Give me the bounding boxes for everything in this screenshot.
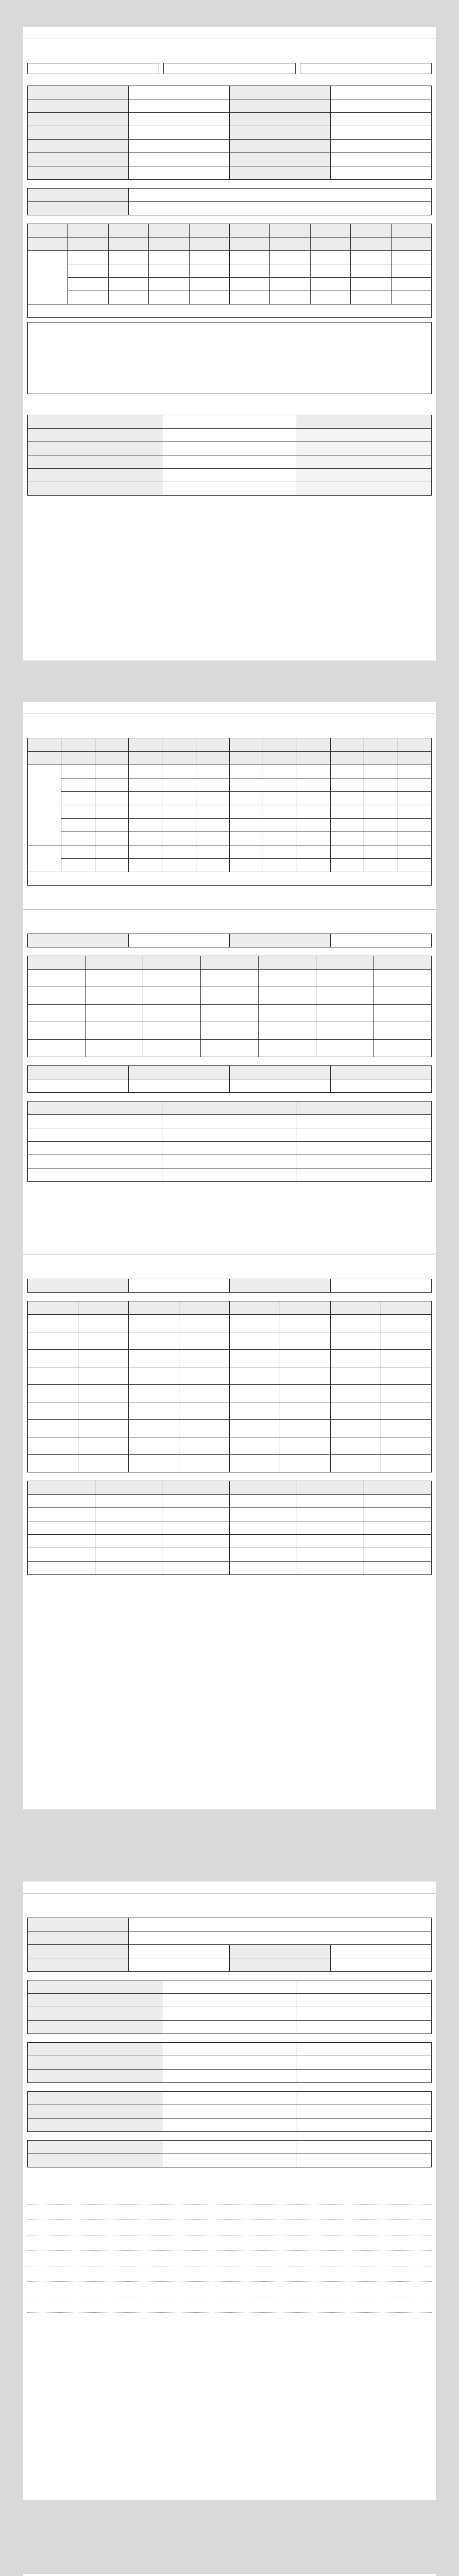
document-title (23, 1894, 436, 1918)
notice-paragraph (27, 322, 432, 394)
section-heading (23, 2034, 436, 2042)
report-page-6 (23, 2574, 436, 2576)
officers-table (27, 1301, 432, 1472)
report-page-5 (23, 1882, 436, 2500)
changes-table (27, 1481, 432, 1575)
form-header-note (23, 27, 436, 39)
income-table (27, 2042, 432, 2083)
document-title (23, 39, 436, 63)
assets-table (27, 1980, 432, 2034)
section-heading (23, 2083, 436, 2091)
signer-name (23, 2177, 436, 2184)
comment-table (27, 188, 432, 215)
form-code (27, 63, 159, 74)
income-table (27, 1065, 432, 1093)
detail-table (27, 738, 432, 886)
section-heading (23, 947, 436, 956)
form-header-note (23, 702, 436, 714)
form-header-note (23, 1882, 436, 1894)
section-heading (23, 77, 436, 86)
notes-list (27, 2189, 432, 2313)
form-header-note (23, 1243, 436, 1255)
report-date (23, 2167, 436, 2177)
entity-table (27, 1918, 432, 1972)
document-title (23, 910, 436, 934)
document-subtitle (23, 733, 436, 738)
section-heading (23, 1093, 436, 1101)
basic-info-table (27, 86, 432, 180)
section-heading (23, 1293, 436, 1301)
report-date (23, 398, 436, 408)
signer-name (23, 408, 436, 415)
rate-table (27, 2140, 432, 2167)
profit-table (27, 224, 432, 318)
expense-table (27, 1101, 432, 1182)
report-page-4 (23, 1243, 436, 1809)
section-heading (23, 1057, 436, 1065)
document-title (23, 1255, 436, 1279)
section-heading (23, 1472, 436, 1481)
meta-cell (163, 63, 295, 74)
header-info-table (27, 1279, 432, 1293)
section-heading (23, 215, 436, 224)
report-page-3 (23, 897, 436, 1258)
section-heading (23, 180, 436, 188)
meta-cell (300, 63, 432, 74)
expenditure-table (27, 2091, 432, 2132)
form-header-note (23, 897, 436, 910)
usage-table (27, 956, 432, 1057)
form-meta-row (23, 63, 436, 77)
report-page-1 (23, 27, 436, 660)
attachments-table (27, 415, 432, 496)
header-info-table (27, 934, 432, 947)
section-heading (23, 2132, 436, 2140)
section-heading (23, 1972, 436, 1980)
form-header-note (23, 2574, 436, 2576)
